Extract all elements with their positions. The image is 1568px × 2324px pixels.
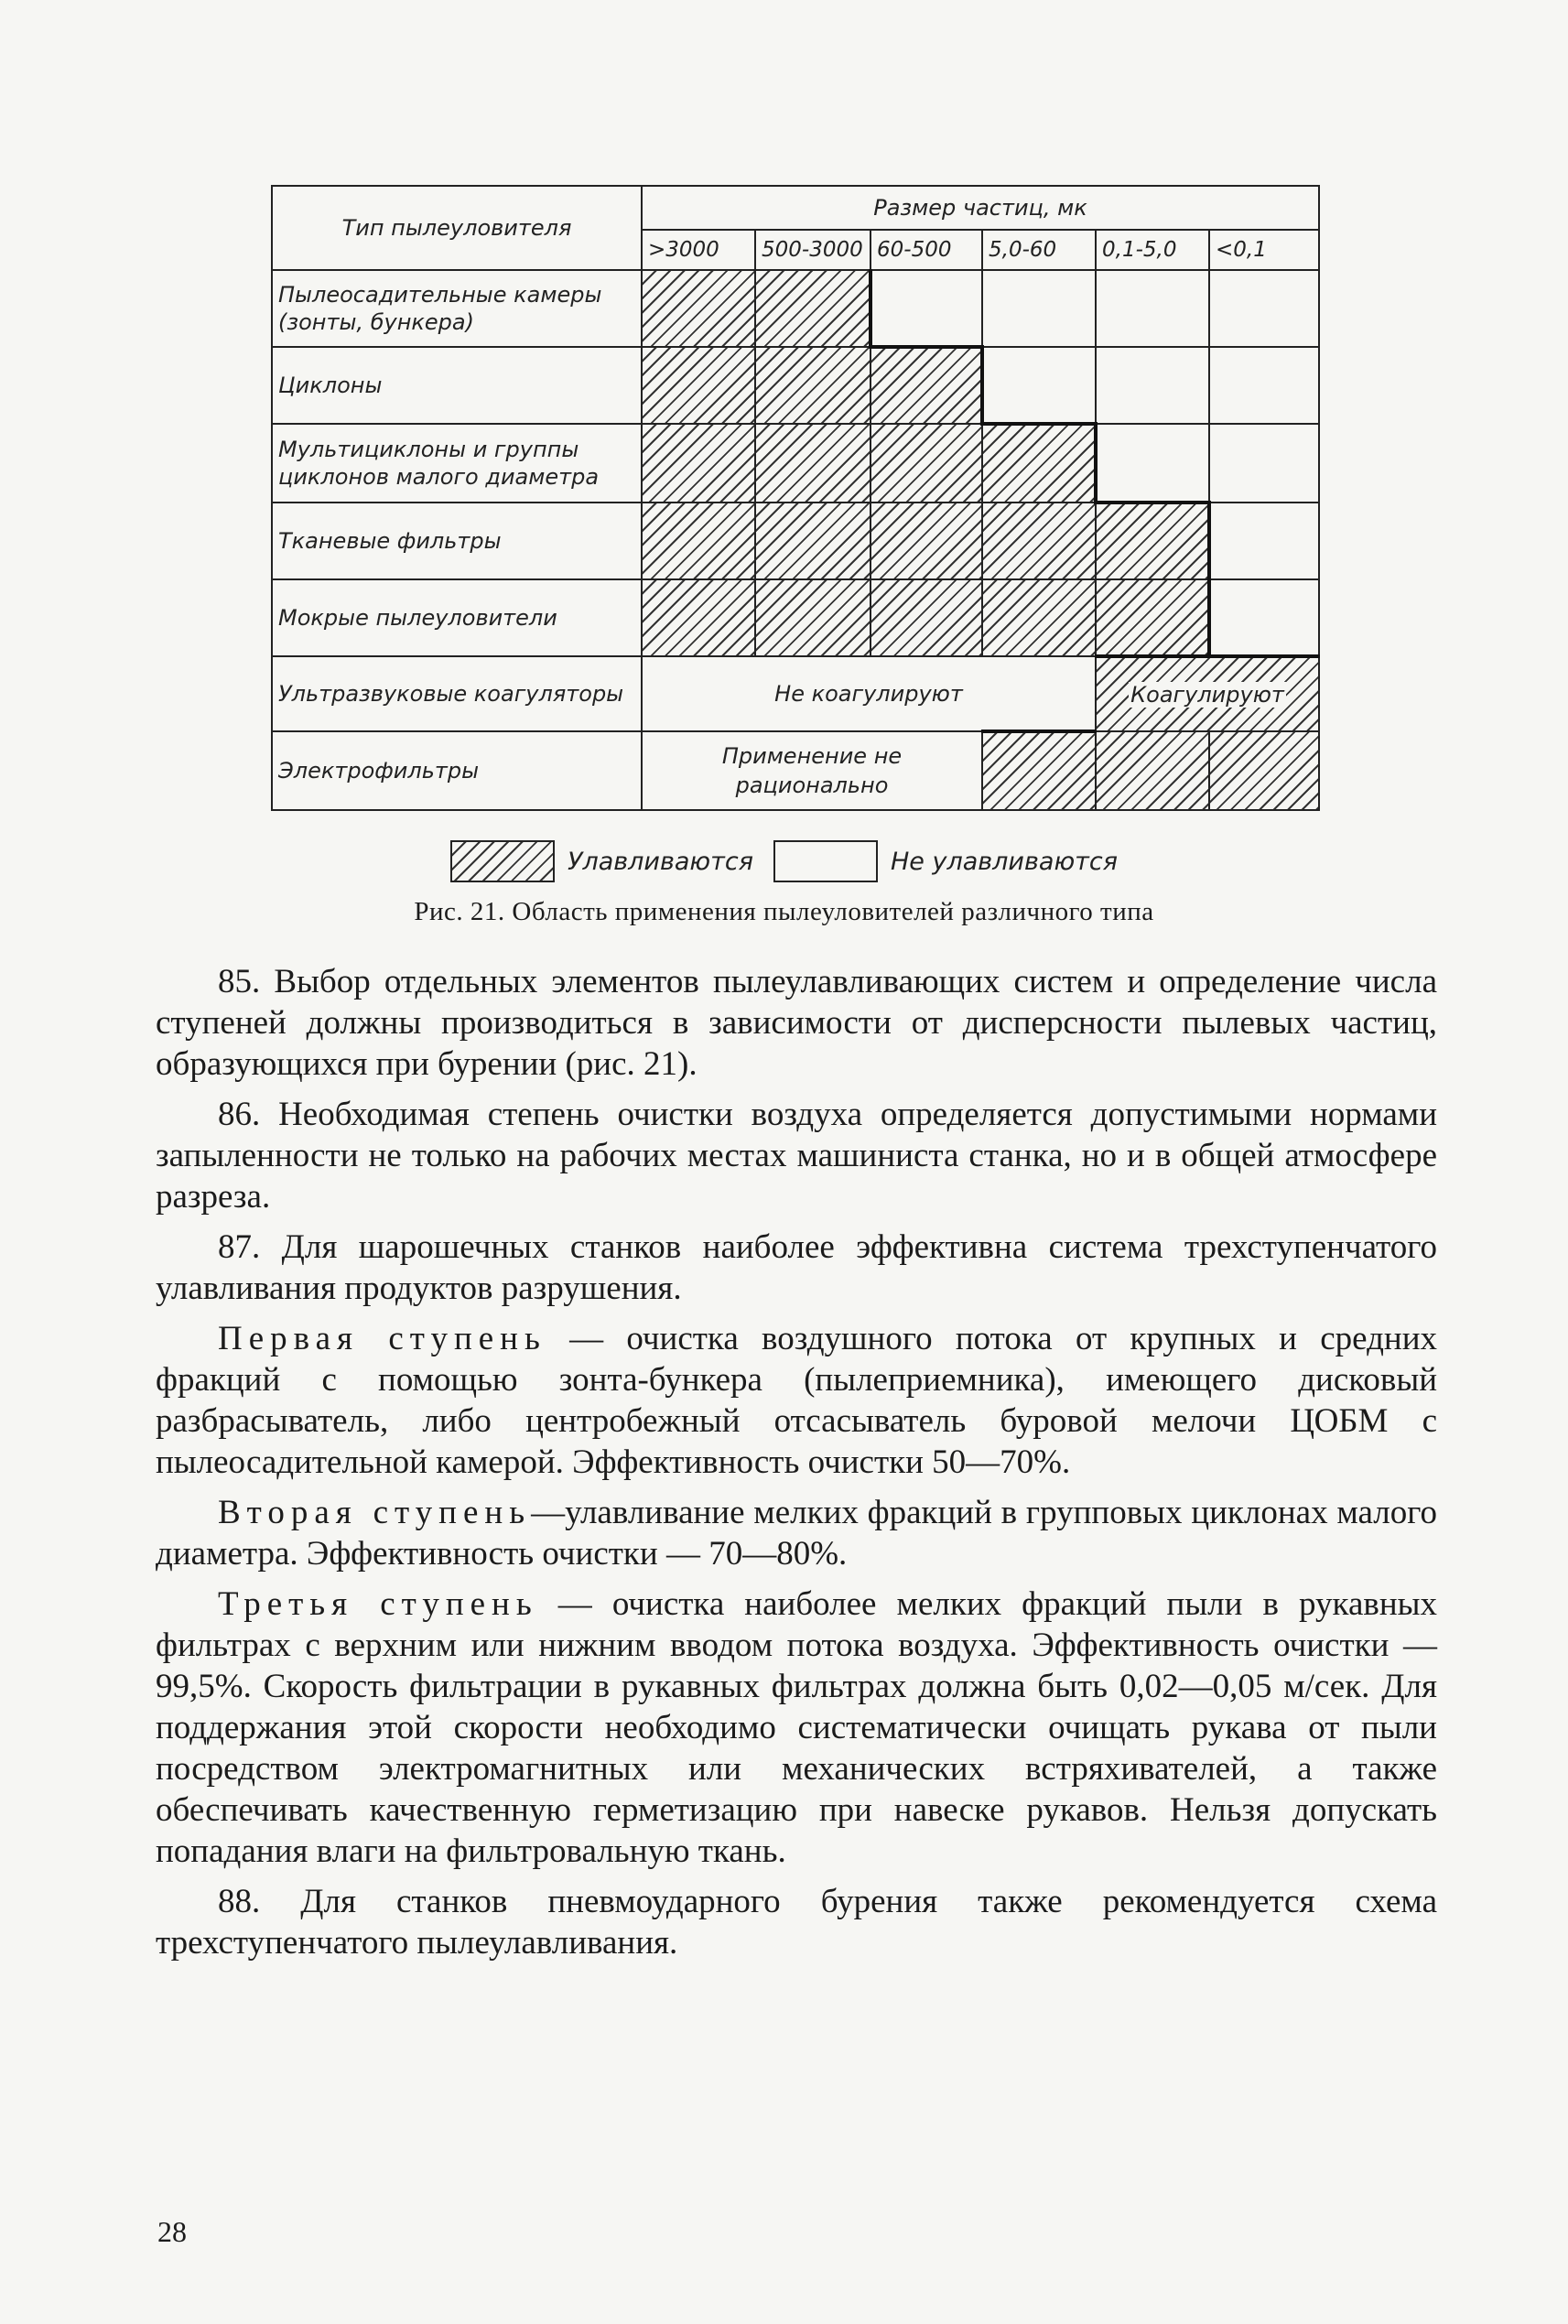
hatched-cell bbox=[755, 270, 871, 347]
empty-cell bbox=[1209, 579, 1319, 656]
hatched-cell bbox=[755, 424, 871, 503]
empty-cell bbox=[1209, 424, 1319, 503]
stage-3-heading: Третья ступень bbox=[218, 1585, 538, 1623]
stage-1-body: — очистка воздушного потока от крупных и средних фракций с помощью зонта-бункера (пылеприемника), имеющего дисковый разбрасыватель, либо центробежный отсасыватель буровой мелочи ЦОБМ с пылеосадительной камерой. Эффективность очистки 50—70%. bbox=[156, 1320, 1437, 1481]
coagulation-cell bbox=[1096, 656, 1319, 731]
hatched-cell bbox=[982, 731, 1096, 810]
hatched-cell bbox=[642, 347, 755, 424]
hatched-cell bbox=[642, 424, 755, 503]
empty-cell bbox=[1209, 503, 1319, 579]
paragraph-86: 86. Необходимая степень очистки воздуха определяется допустимыми нормами запыленности не только на рабочих местах машиниста станка, но и в общей атмосфере разреза. bbox=[156, 1096, 1437, 1216]
paragraph-85: 85. Выбор отдельных элементов пылеулавливающих систем и определение числа ступеней должны производиться в зависимости от дисперсности пылевых частиц, образующихся при бурении (рис. 21). bbox=[156, 963, 1437, 1083]
col-header: >3000 bbox=[642, 230, 755, 270]
hatched-cell bbox=[755, 347, 871, 424]
col-header: <0,1 bbox=[1209, 230, 1319, 270]
hatched-cell bbox=[755, 579, 871, 656]
hatched-cell bbox=[871, 579, 982, 656]
paragraph-stage-1 bbox=[156, 1318, 1437, 1483]
header-size: Размер частиц, мк bbox=[642, 186, 1319, 230]
stage-2-heading: Вторая ступень bbox=[218, 1494, 532, 1531]
figure-legend bbox=[450, 840, 1138, 882]
hatched-cell bbox=[642, 579, 755, 656]
header-type: Тип пылеуловителя bbox=[272, 186, 642, 270]
stage-1-heading: Первая ступень bbox=[218, 1320, 546, 1357]
empty-cell bbox=[1209, 270, 1319, 347]
paragraph-87: 87. Для шарошечных станков наиболее эффективна система трехступенчатого улавливания продуктов разрушения. bbox=[156, 1228, 1437, 1307]
col-header: 5,0-60 bbox=[982, 230, 1096, 270]
legend-not-caught-label: Не улавливаются bbox=[890, 847, 1118, 876]
body-text bbox=[156, 961, 1437, 1973]
page-number: 28 bbox=[157, 2215, 187, 2248]
paragraph-stage-2 bbox=[156, 1492, 1437, 1574]
row-label: Электрофильтры bbox=[272, 731, 642, 810]
figure-caption: Рис. 21. Область применения пылеуловителей различного типа bbox=[414, 897, 1154, 926]
hatched-cell bbox=[871, 347, 982, 424]
col-header: 0,1-5,0 bbox=[1096, 230, 1209, 270]
row-label: Тканевые фильтры bbox=[272, 503, 642, 579]
empty-cell bbox=[982, 347, 1096, 424]
empty-cell bbox=[1209, 347, 1319, 424]
col-header: 500-3000 bbox=[755, 230, 871, 270]
coagulation-label: Коагулируют bbox=[1130, 681, 1284, 708]
legend-hatched-swatch bbox=[450, 840, 555, 882]
hatched-cell bbox=[982, 424, 1096, 503]
empty-cell bbox=[871, 270, 982, 347]
hatched-cell bbox=[642, 503, 755, 579]
hatched-cell bbox=[871, 503, 982, 579]
no-coagulation-cell: Не коагулируют bbox=[642, 656, 1096, 731]
paragraph-stage-3 bbox=[156, 1584, 1437, 1872]
hatched-cell bbox=[1096, 579, 1209, 656]
empty-cell bbox=[1096, 347, 1209, 424]
hatched-cell bbox=[982, 579, 1096, 656]
hatched-cell bbox=[871, 424, 982, 503]
row-label: Пылеосадительные камеры (зонты, бункера) bbox=[272, 270, 642, 347]
stage-3-body: — очистка наиболее мелких фракций пыли в рукавных фильтрах с верхним или нижним вводом потока воздуха. Эффективность очистки — 99,5%. Скорость фильтрации в рукавных фильтрах должна быть 0,02—0,05 м/сек. Для поддержания этой скорости необходимо систематически очищать рукава от пыли посредством электромагнитных или механических встряхивателей, а также обеспечивать качественную герметизацию при навеске рукавов. Нельзя допускать попадания влаги на фильтровальную ткань. bbox=[156, 1585, 1438, 1870]
row-label: Ультразвуковые коагуляторы bbox=[272, 656, 642, 731]
not-rational-cell: Применение не рационально bbox=[642, 731, 982, 810]
empty-cell bbox=[1096, 270, 1209, 347]
hatched-cell bbox=[982, 503, 1096, 579]
legend-caught-label: Улавливаются bbox=[568, 847, 753, 876]
row-label: Мультициклоны и группы циклонов малого диаметра bbox=[272, 424, 642, 503]
hatched-cell bbox=[755, 503, 871, 579]
hatched-cell bbox=[1096, 503, 1209, 579]
stage-2-body: —улавливание мелких фракций в групповых циклонах малого диаметра. Эффективность очистки — 70—80%. bbox=[156, 1494, 1437, 1573]
dust-collector-table bbox=[271, 185, 1320, 811]
legend-empty-swatch bbox=[773, 840, 878, 882]
hatched-cell bbox=[1096, 731, 1209, 810]
row-label: Циклоны bbox=[272, 347, 642, 424]
col-header: 60-500 bbox=[871, 230, 982, 270]
row-label: Мокрые пылеуловители bbox=[272, 579, 642, 656]
hatched-cell bbox=[1209, 731, 1319, 810]
hatched-cell bbox=[642, 270, 755, 347]
empty-cell bbox=[1096, 424, 1209, 503]
paragraph-88: 88. Для станков пневмоударного бурения также рекомендуется схема трехступенчатого пылеулавливания. bbox=[156, 1883, 1437, 1962]
empty-cell bbox=[982, 270, 1096, 347]
